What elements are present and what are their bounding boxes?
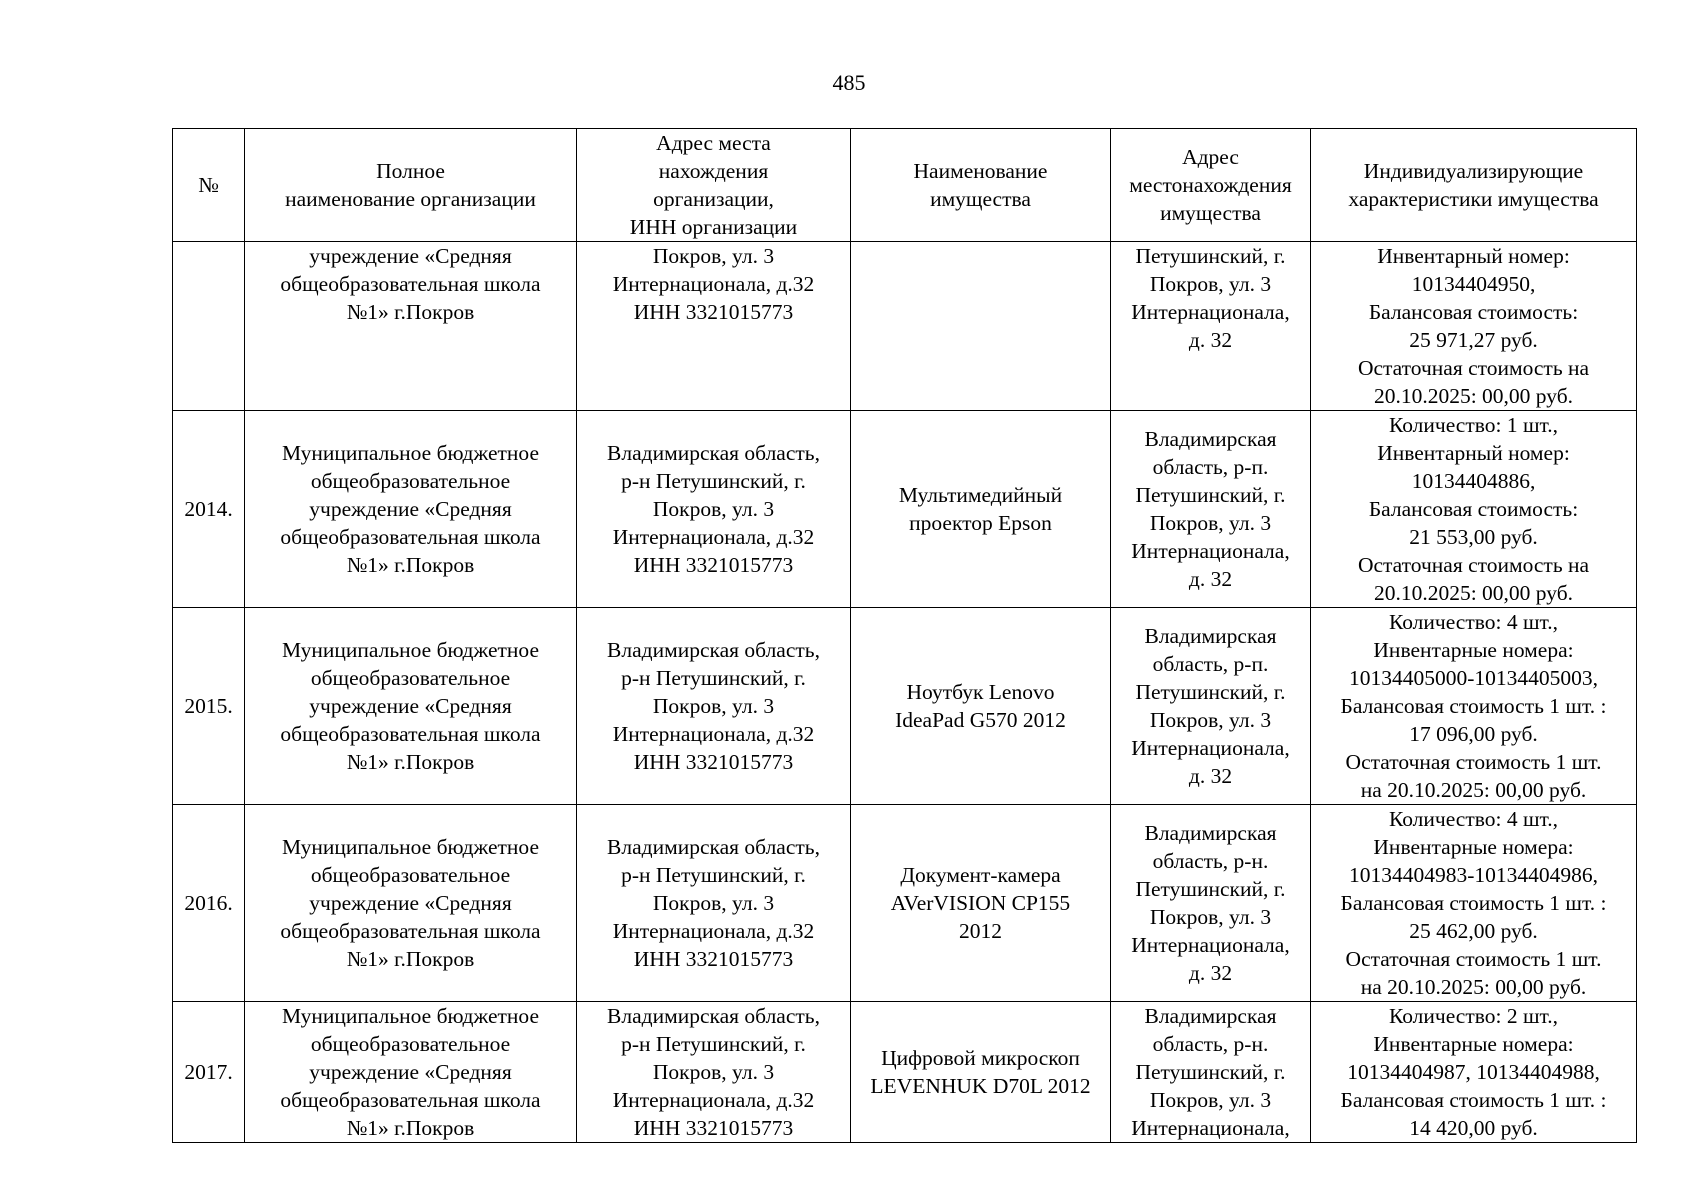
organization-address: Владимирская область, р-н Петушинский, г. Покров, ул. 3 Интернационала, д.32 ИНН 3321015773: [577, 1002, 851, 1143]
organization-address: Владимирская область, р-н Петушинский, г. Покров, ул. 3 Интернационала, д.32 ИНН 3321015773: [577, 608, 851, 805]
header-number: №: [173, 129, 245, 242]
header-property-characteristics: Индивидуализирующие характеристики имущества: [1311, 129, 1637, 242]
organization-address: Покров, ул. 3 Интернационала, д.32 ИНН 3321015773: [577, 242, 851, 411]
property-address: Владимирская область, р-п. Петушинский, г. Покров, ул. 3 Интернационала, д. 32: [1111, 411, 1311, 608]
organization-name: учреждение «Средняя общеобразовательная школа №1» г.Покров: [245, 242, 577, 411]
organization-address: Владимирская область, р-н Петушинский, г. Покров, ул. 3 Интернационала, д.32 ИНН 3321015773: [577, 805, 851, 1002]
property-registry-table: [172, 128, 1637, 1143]
table-row: [173, 242, 1637, 411]
header-property-address: Адрес местонахождения имущества: [1111, 129, 1311, 242]
property-name: Ноутбук Lenovo IdeaPad G570 2012: [851, 608, 1111, 805]
property-name: Документ-камера AVerVISION CP155 2012: [851, 805, 1111, 1002]
header-organization-address: Адрес места нахождения организации, ИНН организации: [577, 129, 851, 242]
row-number: 2017.: [173, 1002, 245, 1143]
property-name: Мультимедийный проектор Epson: [851, 411, 1111, 608]
table-row: [173, 608, 1637, 805]
property-address: Владимирская область, р-н. Петушинский, г. Покров, ул. 3 Интернационала,: [1111, 1002, 1311, 1143]
property-characteristics: Количество: 4 шт., Инвентарные номера: 10134404983-10134404986, Балансовая стоимость 1 шт. : 25 462,00 руб. Остаточная стоимость 1 шт. на 20.10.2025: 00,00 руб.: [1311, 805, 1637, 1002]
property-characteristics: Количество: 4 шт., Инвентарные номера: 10134405000-10134405003, Балансовая стоимость 1 шт. : 17 096,00 руб. Остаточная стоимость 1 шт. на 20.10.2025: 00,00 руб.: [1311, 608, 1637, 805]
property-address: Владимирская область, р-н. Петушинский, г. Покров, ул. 3 Интернационала, д. 32: [1111, 805, 1311, 1002]
header-organization-name: Полное наименование организации: [245, 129, 577, 242]
property-name: Цифровой микроскоп LEVENHUK D70L 2012: [851, 1002, 1111, 1143]
property-characteristics: Количество: 1 шт., Инвентарный номер: 10134404886, Балансовая стоимость: 21 553,00 руб. Остаточная стоимость на 20.10.2025: 00,00 руб.: [1311, 411, 1637, 608]
header-property-name: Наименование имущества: [851, 129, 1111, 242]
table-header-row: [173, 129, 1637, 242]
property-characteristics: Количество: 2 шт., Инвентарные номера: 10134404987, 10134404988, Балансовая стоимость 1 шт. : 14 420,00 руб.: [1311, 1002, 1637, 1143]
table-row: [173, 1002, 1637, 1143]
organization-name: Муниципальное бюджетное общеобразовательное учреждение «Средняя общеобразовательная школа №1» г.Покров: [245, 805, 577, 1002]
property-address: Петушинский, г. Покров, ул. 3 Интернационала, д. 32: [1111, 242, 1311, 411]
organization-name: Муниципальное бюджетное общеобразовательное учреждение «Средняя общеобразовательная школа №1» г.Покров: [245, 608, 577, 805]
table-row: [173, 805, 1637, 1002]
row-number: 2016.: [173, 805, 245, 1002]
row-number: 2015.: [173, 608, 245, 805]
row-number: 2014.: [173, 411, 245, 608]
organization-name: Муниципальное бюджетное общеобразовательное учреждение «Средняя общеобразовательная школа №1» г.Покров: [245, 411, 577, 608]
property-address: Владимирская область, р-п. Петушинский, г. Покров, ул. 3 Интернационала, д. 32: [1111, 608, 1311, 805]
property-characteristics: Инвентарный номер: 10134404950, Балансовая стоимость: 25 971,27 руб. Остаточная стоимость на 20.10.2025: 00,00 руб.: [1311, 242, 1637, 411]
table-row: [173, 411, 1637, 608]
organization-name: Муниципальное бюджетное общеобразовательное учреждение «Средняя общеобразовательная школа №1» г.Покров: [245, 1002, 577, 1143]
page-number: 485: [832, 70, 866, 95]
property-name: [851, 242, 1111, 411]
organization-address: Владимирская область, р-н Петушинский, г. Покров, ул. 3 Интернационала, д.32 ИНН 3321015773: [577, 411, 851, 608]
row-number: [173, 242, 245, 411]
